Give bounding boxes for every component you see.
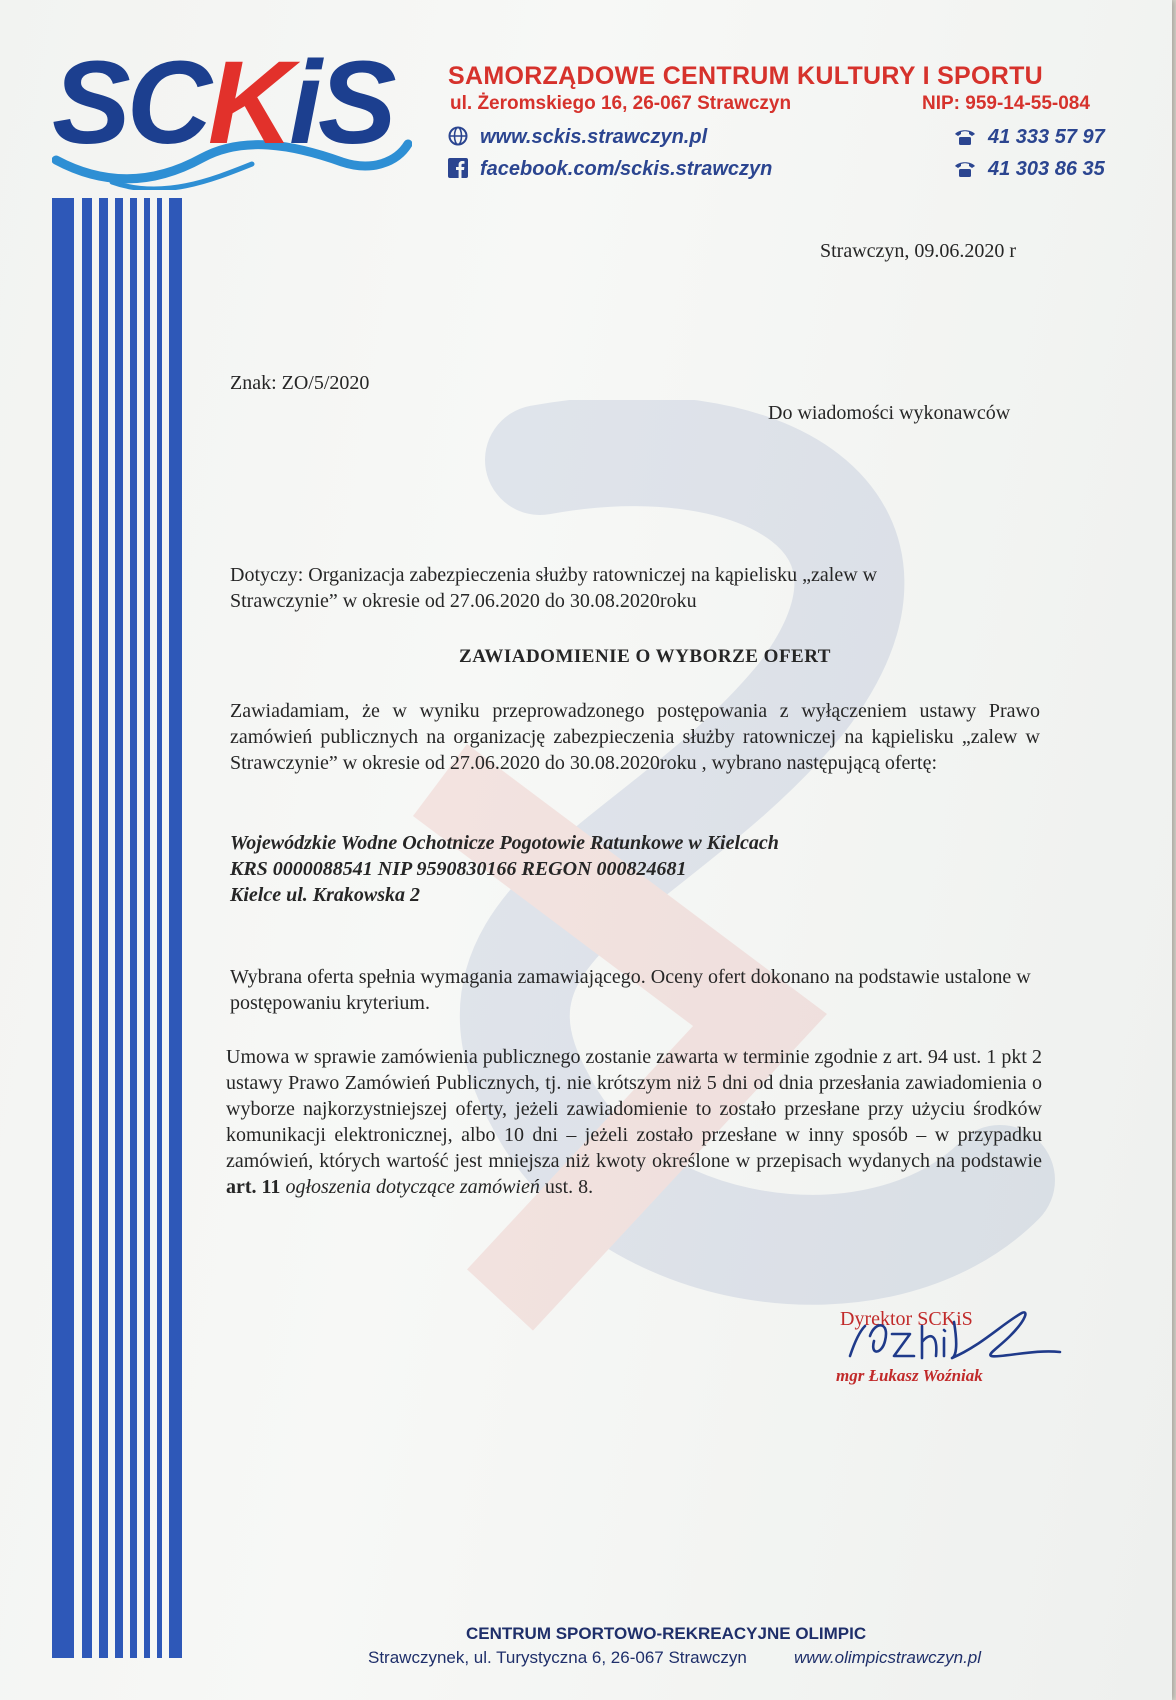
phone-icon: [954, 160, 976, 178]
phone-number-1: 41 333 57 97: [988, 126, 1105, 148]
org-nip: NIP: 959-14-55-084: [922, 93, 1090, 114]
paragraph-announcement: Zawiadamiam, że w wyniku przeprowadzonego postępowania z wyłączeniem ustawy Prawo zamówień publicznych na organizację zabezpieczenia służby ratowniczej na kąpielisku „zalew w Strawczynie” w okresie od 27.06.2020 do 30.08.2020roku , wybrano następującą ofertę:: [230, 700, 1040, 774]
logo-wordmark: SCKiS: [52, 37, 393, 169]
phone-number-2: 41 303 86 35: [988, 158, 1105, 180]
signature-name: mgr Łukasz Woźniak: [836, 1366, 983, 1385]
footer-address: Strawczynek, ul. Turystyczna 6, 26-067 Strawczyn: [368, 1648, 747, 1667]
subject: Dotyczy: Organizacja zabezpieczenia służby ratowniczej na kąpielisku „zalew w Strawczynie” w okresie od 27.06.2020 do 30.08.2020roku: [230, 564, 878, 612]
document-heading: ZAWIADOMIENIE O WYBORZE OFERT: [459, 646, 831, 667]
paragraph-contract-article: art. 11: [226, 1176, 281, 1198]
paragraph-contract-text: Umowa w sprawie zamówienia publicznego zostanie zawarta w terminie zgodnie z art. 94 ust. 1 pkt 2 ustawy Prawo Zamówień Publicznych, tj. nie krótszym niż 5 dni od dnia przesłania zawiadomienia o wyborze najkorzystniejszej oferty, jeżeli zawiadomienie to zostało przesłane przy użyciu środków komunikacji elektronicznej, albo 10 dni – jeżeli zostało przesłane w inny sposób – w przypadku zamówień, których wartość jest mniejsza niż kwoty określone w przepisach wydanych na podstawie: [226, 1046, 1042, 1172]
phone1-row: [954, 126, 1105, 149]
recipient: Do wiadomości wykonawców: [768, 402, 1011, 424]
website-row[interactable]: [448, 126, 707, 149]
facebook-icon: [448, 158, 468, 178]
paragraph-contract-italic: ogłoszenia dotyczące zamówień: [280, 1176, 540, 1198]
footer-center-name: CENTRUM SPORTOWO-REKREACYJNE OLIMPIC: [466, 1624, 867, 1643]
footer-website[interactable]: www.olimpicstrawczyn.pl: [794, 1648, 982, 1667]
paragraph-contract-end: ust. 8.: [539, 1176, 594, 1198]
signature-title: Dyrektor SCKiS: [840, 1308, 973, 1330]
facebook-link[interactable]: facebook.com/sckis.strawczyn: [480, 158, 773, 180]
phone2-row: [954, 158, 1105, 181]
org-name: SAMORZĄDOWE CENTRUM KULTURY I SPORTU: [448, 62, 1044, 90]
winner-identifiers: KRS 0000088541 NIP 9590830166 REGON 000824681: [230, 858, 687, 880]
winner-name: Wojewódzkie Wodne Ochotnicze Pogotowie Ratunkowe w Kielcach: [230, 832, 779, 854]
reference-number: Znak: ZO/5/2020: [230, 372, 370, 394]
decorative-stripes: [52, 198, 182, 1658]
org-address: ul. Żeromskiego 16, 26-067 Strawczyn: [450, 93, 792, 114]
place-date: Strawczyn, 09.06.2020 r: [820, 240, 1017, 262]
paragraph-evaluation: Wybrana oferta spełnia wymagania zamawiającego. Oceny ofert dokonano na podstawie ustalone w postępowaniu kryterium.: [230, 966, 1031, 1014]
paragraph-contract: [226, 1044, 1042, 1200]
website-link[interactable]: www.sckis.strawczyn.pl: [480, 126, 708, 148]
phone-icon: [954, 128, 976, 146]
facebook-row[interactable]: [448, 158, 772, 181]
winner-address: Kielce ul. Krakowska 2: [230, 884, 421, 906]
sckis-logo: [52, 37, 412, 190]
globe-icon: [448, 126, 468, 146]
